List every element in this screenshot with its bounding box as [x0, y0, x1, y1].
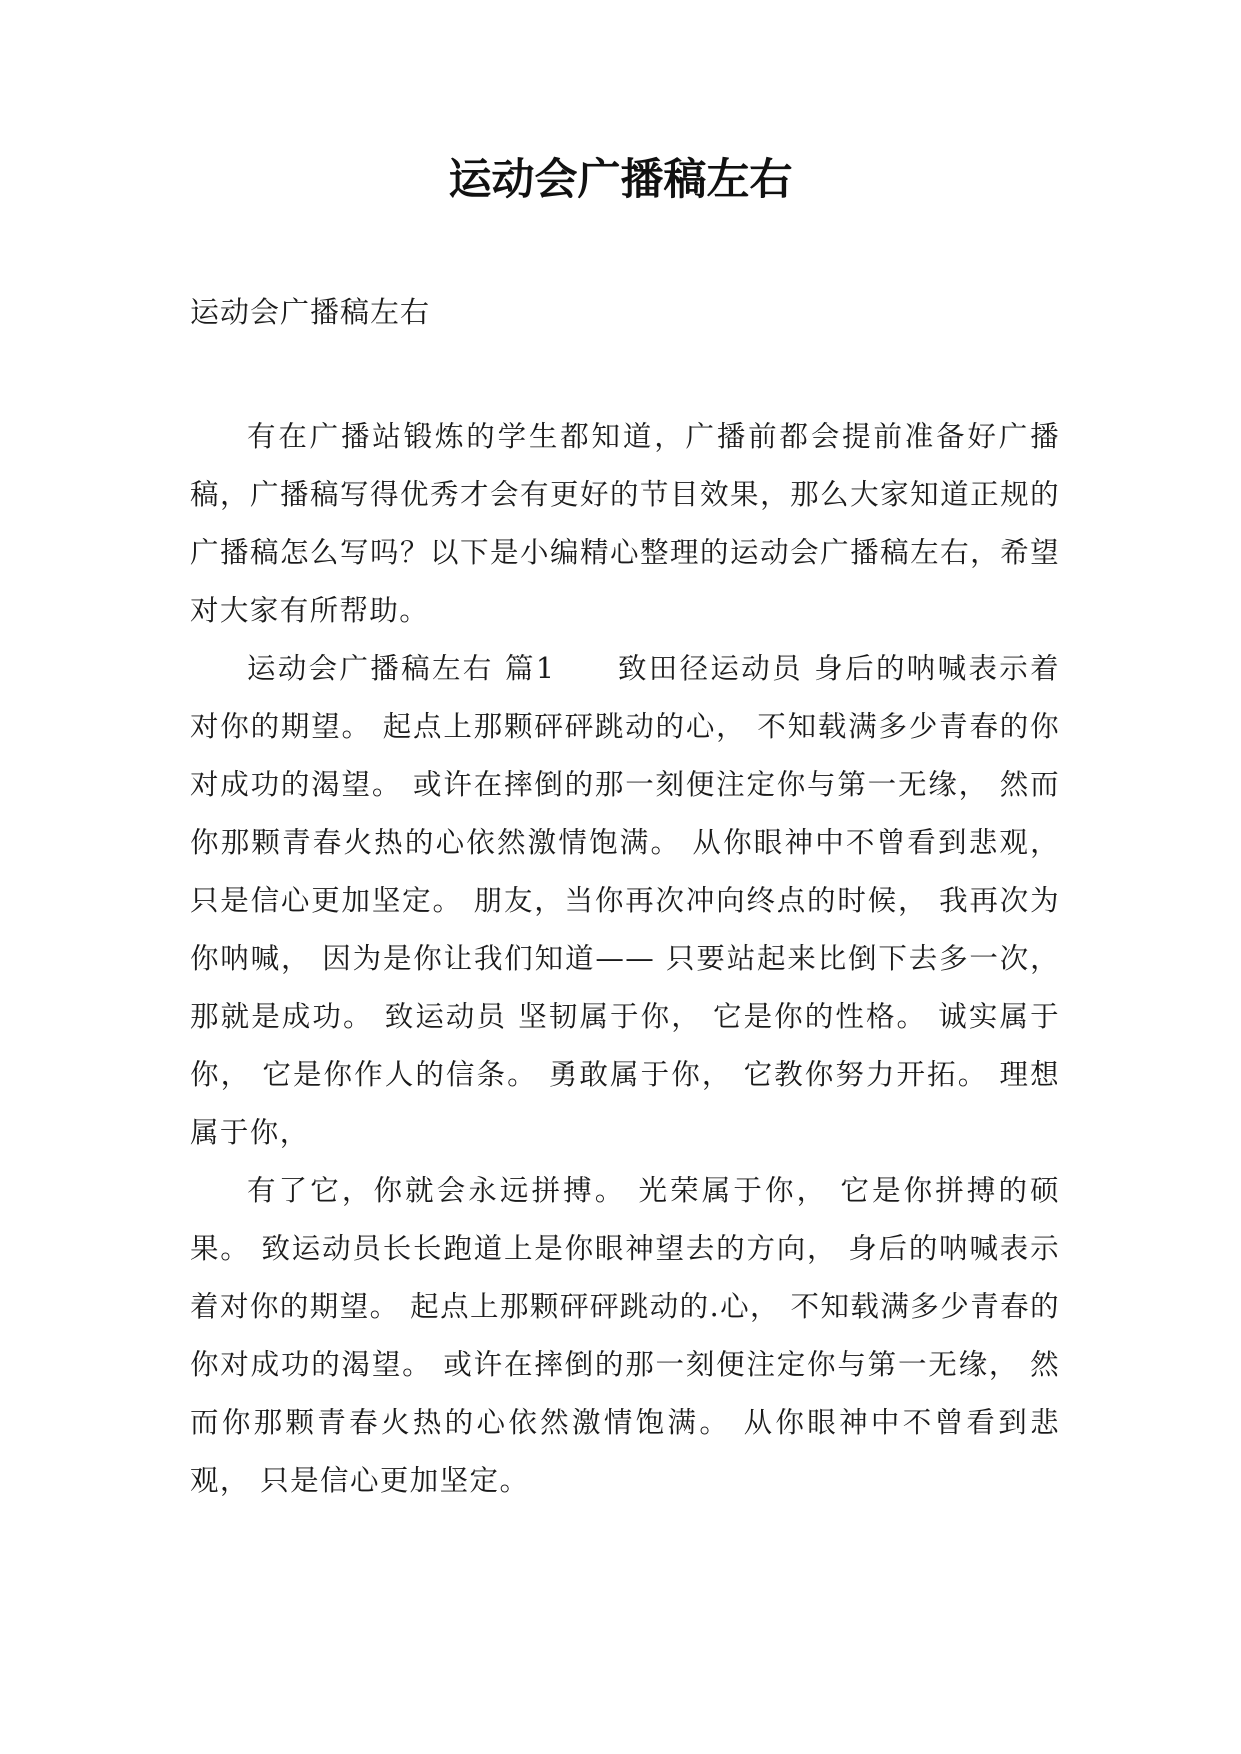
paragraph-section-1-continued: 有了它，你就会永远拼搏。 光荣属于你， 它是你拼搏的硕果。 致运动员长长跑道上是你眼神望去的方向， 身后的呐喊表示着对你的期望。 起点上那颗砰砰跳动的.心， 不知载满多少青春的你对成功的渴望。 或许在摔倒的那一刻便注定你与第一无缘， 然而你那颗青春火热的心依然激情饱满。 从你眼神中不曾看到悲观， 只是信心更加坚定。: [190, 1174, 1060, 1497]
document-subtitle: 运动会广播稿左右: [190, 295, 431, 329]
paragraph-intro: 有在广播站锻炼的学生都知道，广播前都会提前准备好广播稿，广播稿写得优秀才会有更好的节目效果，那么大家知道正规的广播稿怎么写吗？以下是小编精心整理的运动会广播稿左右，希望对大家有所帮助。: [190, 420, 1060, 627]
paragraph-section-1: 运动会广播稿左右 篇1 致田径运动员 身后的呐喊表示着对你的期望。 起点上那颗砰砰跳动的心， 不知载满多少青春的你对成功的渴望。 或许在摔倒的那一刻便注定你与第一无缘， 然而你那颗青春火热的心依然激情饱满。 从你眼神中不曾看到悲观， 只是信心更加坚定。 朋友，当你再次冲向终点的时候， 我再次为你呐喊， 因为是你让我们知道—— 只要站起来比倒下去多一次，那就是成功。 致运动员 坚韧属于你， 它是你的性格。 诚实属于你， 它是你作人的信条。 勇敢属于你， 它教你努力开拓。 理想属于你，: [190, 652, 1060, 1149]
document-title: 运动会广播稿左右: [448, 155, 793, 205]
document-body: [190, 408, 1060, 1510]
